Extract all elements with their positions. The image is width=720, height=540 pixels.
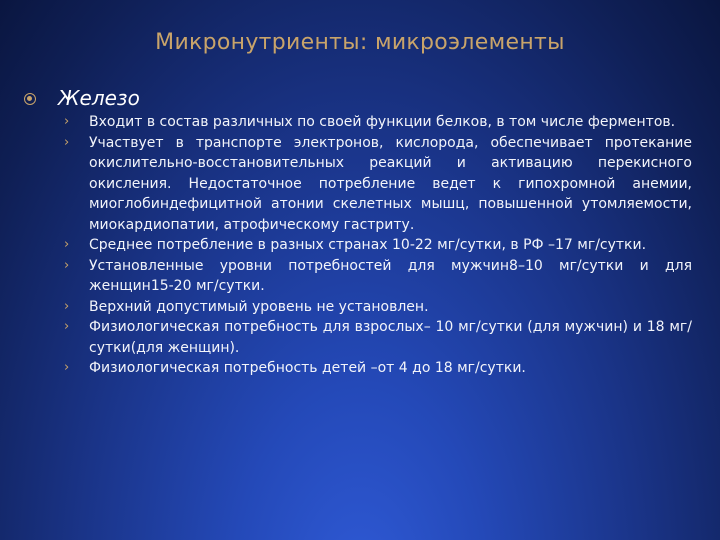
list-item-text: Физиологическая потребность для взрослых– 10 мг/сутки (для мужчин) и 18 мг/сутки(для женщин).: [89, 319, 692, 356]
list-item-text: Установленные уровни потребностей для мужчин8–10 мг/сутки и для женщин15-20 мг/сутки.: [89, 257, 692, 294]
list-item: [64, 358, 692, 379]
list-item: [64, 112, 692, 133]
target-bullet-icon: [24, 93, 36, 105]
bullet-list: [64, 112, 692, 379]
list-item: [64, 317, 692, 358]
slide-title: Микронутриенты: микроэлементы: [155, 30, 565, 55]
list-item-text: Входит в состав различных по своей функции белков, в том числе ферментов.: [89, 114, 676, 130]
list-item: [64, 235, 692, 256]
chevron-right-icon: ›: [64, 114, 70, 129]
heading-row: [24, 86, 140, 110]
list-item-text: Участвует в транспорте электронов, кислорода, обеспечивает протекание окислительно-восстановительных реакций и активацию перекисного окисления. Недостаточное потребление ведет к гипохромной анемии, миоглобиндефицитной атонии скелетных мышц, повышенной утомляемости, миокардиопатии, атрофическому гастриту.: [89, 134, 692, 233]
chevron-right-icon: ›: [64, 298, 70, 314]
list-item: [64, 133, 692, 236]
section-heading: Железо: [58, 86, 140, 110]
list-item: [64, 297, 692, 318]
chevron-right-icon: ›: [64, 319, 70, 334]
list-item-text: Среднее потребление в разных странах 10-22 мг/сутки, в РФ –17 мг/сутки.: [89, 237, 647, 253]
list-item: [64, 256, 692, 297]
chevron-right-icon: ›: [64, 257, 70, 273]
list-item-text: Верхний допустимый уровень не установлен.: [89, 298, 429, 315]
list-item-text: Физиологическая потребность детей –от 4 до 18 мг/сутки.: [89, 360, 526, 376]
chevron-right-icon: ›: [64, 237, 70, 252]
chevron-right-icon: ›: [64, 360, 70, 375]
chevron-right-icon: ›: [64, 134, 70, 150]
